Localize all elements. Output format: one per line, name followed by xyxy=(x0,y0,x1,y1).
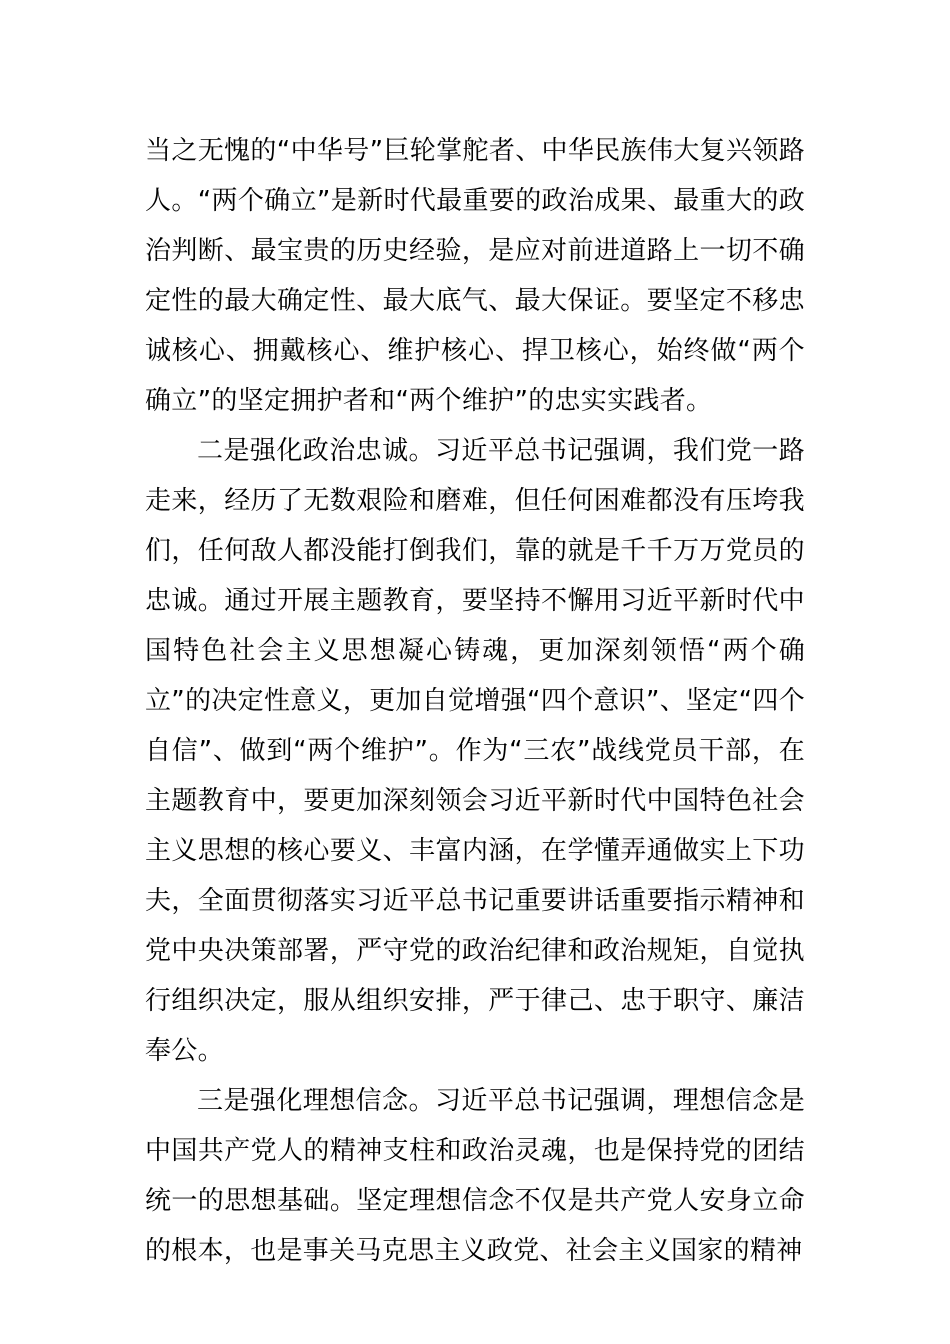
paragraph-ideals-beliefs: 三是强化理想信念。习近平总书记强调，理想信念是中国共产党人的精神支柱和政治灵魂，也是保持党的团结统一的思想基础。坚定理想信念不仅是共产党人安身立命的根本，也是事关马克思主义政党、社会主义国家的精神 xyxy=(145,1086,805,1266)
document-body xyxy=(145,126,805,1276)
paragraph-political-loyalty: 二是强化政治忠诚。习近平总书记强调，我们党一路走来，经历了无数艰险和磨难，但任何困难都没有压垮我们，任何敌人都没能打倒我们，靠的就是千千万万党员的忠诚。通过开展主题教育，要坚持不懈用习近平新时代中国特色社会主义思想凝心铸魂，更加深刻领悟“两个确立”的决定性意义，更加自觉增强“四个意识”、坚定“四个自信”、做到“两个维护”。作为“三农”战线党员干部，在主题教育中，要更加深刻领会习近平新时代中国特色社会主义思想的核心要义、丰富内涵，在学懂弄通做实上下功夫，全面贯彻落实习近平总书记重要讲话重要指示精神和党中央决策部署，严守党的政治纪律和政治规矩，自觉执行组织决定，服从组织安排，严于律己、忠于职守、廉洁奉公。 xyxy=(145,436,805,1066)
paragraph-continuation: 当之无愧的“中华号”巨轮掌舵者、中华民族伟大复兴领路人。“两个确立”是新时代最重要的政治成果、最重大的政治判断、最宝贵的历史经验，是应对前进道路上一切不确定性的最大确定性、最大底气、最大保证。要坚定不移忠诚核心、拥戴核心、维护核心、捍卫核心，始终做“两个确立”的坚定拥护者和“两个维护”的忠实实践者。 xyxy=(145,136,805,416)
